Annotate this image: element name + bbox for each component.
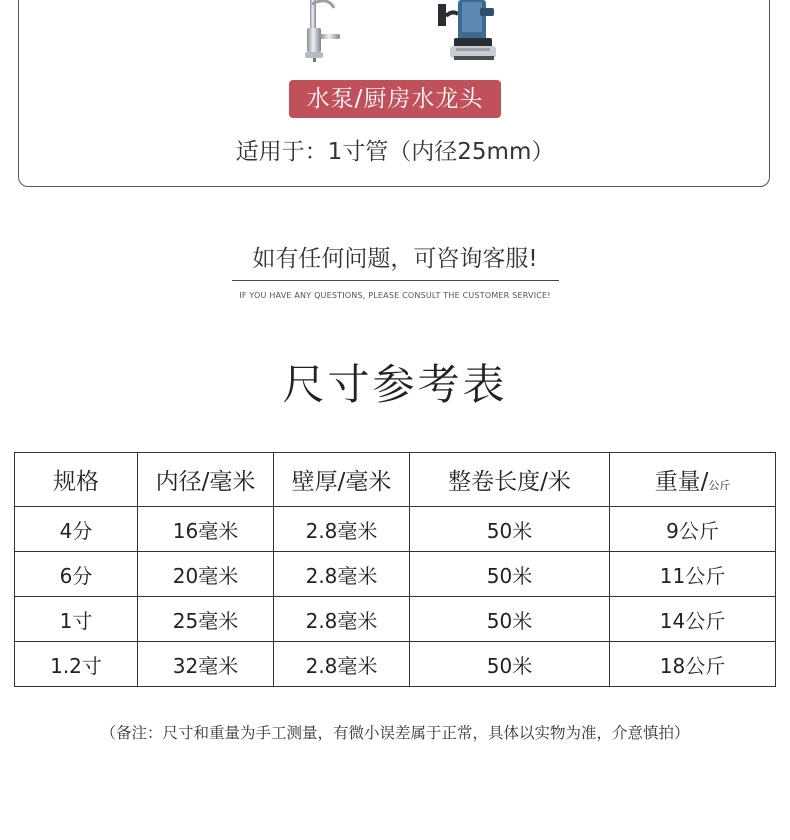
cell-inner-diameter: 20毫米 [138, 552, 274, 597]
contact-subtitle-en: IF YOU HAVE ANY QUESTIONS, PLEASE CONSULT THE CUSTOMER SERVICE! [239, 291, 551, 300]
water-pump-image [428, 0, 510, 62]
cell-roll-length: 50米 [410, 552, 610, 597]
disclaimer-note: （备注：尺寸和重量为手工测量，有微小误差属于正常，具体以实物为准，介意慎拍） [100, 724, 690, 742]
table-row [15, 552, 776, 597]
header-weight-label: 重量/ [654, 469, 709, 495]
header-spec: 规格 [15, 453, 138, 507]
contact-title: 如有任何问题，可咨询客服! [252, 246, 538, 272]
size-reference-table [14, 452, 776, 687]
header-weight-unit: 公斤 [708, 479, 731, 492]
size-table-title: 尺寸参考表 [282, 360, 508, 409]
header-inner-diameter: 内径/毫米 [138, 453, 274, 507]
header-weight [610, 453, 776, 507]
cell-spec: 6分 [15, 552, 138, 597]
table-row [15, 597, 776, 642]
cell-weight: 9公斤 [610, 507, 776, 552]
cell-inner-diameter: 32毫米 [138, 642, 274, 687]
cell-weight: 14公斤 [610, 597, 776, 642]
contact-underline [232, 280, 559, 281]
cell-spec: 1.2寸 [15, 642, 138, 687]
cell-spec: 4分 [15, 507, 138, 552]
header-wall-thickness: 壁厚/毫米 [274, 453, 410, 507]
cell-wall-thickness: 2.8毫米 [274, 642, 410, 687]
cell-weight: 18公斤 [610, 642, 776, 687]
cell-roll-length: 50米 [410, 597, 610, 642]
kitchen-faucet-image [298, 0, 348, 62]
cell-wall-thickness: 2.8毫米 [274, 552, 410, 597]
applicable-pipe-text: 适用于：1寸管（内径25mm） [235, 139, 555, 165]
header-roll-length: 整卷长度/米 [410, 453, 610, 507]
cell-weight: 11公斤 [610, 552, 776, 597]
cell-roll-length: 50米 [410, 507, 610, 552]
cell-roll-length: 50米 [410, 642, 610, 687]
table-row [15, 642, 776, 687]
table-row [15, 507, 776, 552]
cell-spec: 1寸 [15, 597, 138, 642]
product-type-badge: 水泵/厨房水龙头 [289, 80, 501, 118]
cell-inner-diameter: 25毫米 [138, 597, 274, 642]
cell-inner-diameter: 16毫米 [138, 507, 274, 552]
cell-wall-thickness: 2.8毫米 [274, 507, 410, 552]
cell-wall-thickness: 2.8毫米 [274, 597, 410, 642]
table-header-row [15, 453, 776, 507]
